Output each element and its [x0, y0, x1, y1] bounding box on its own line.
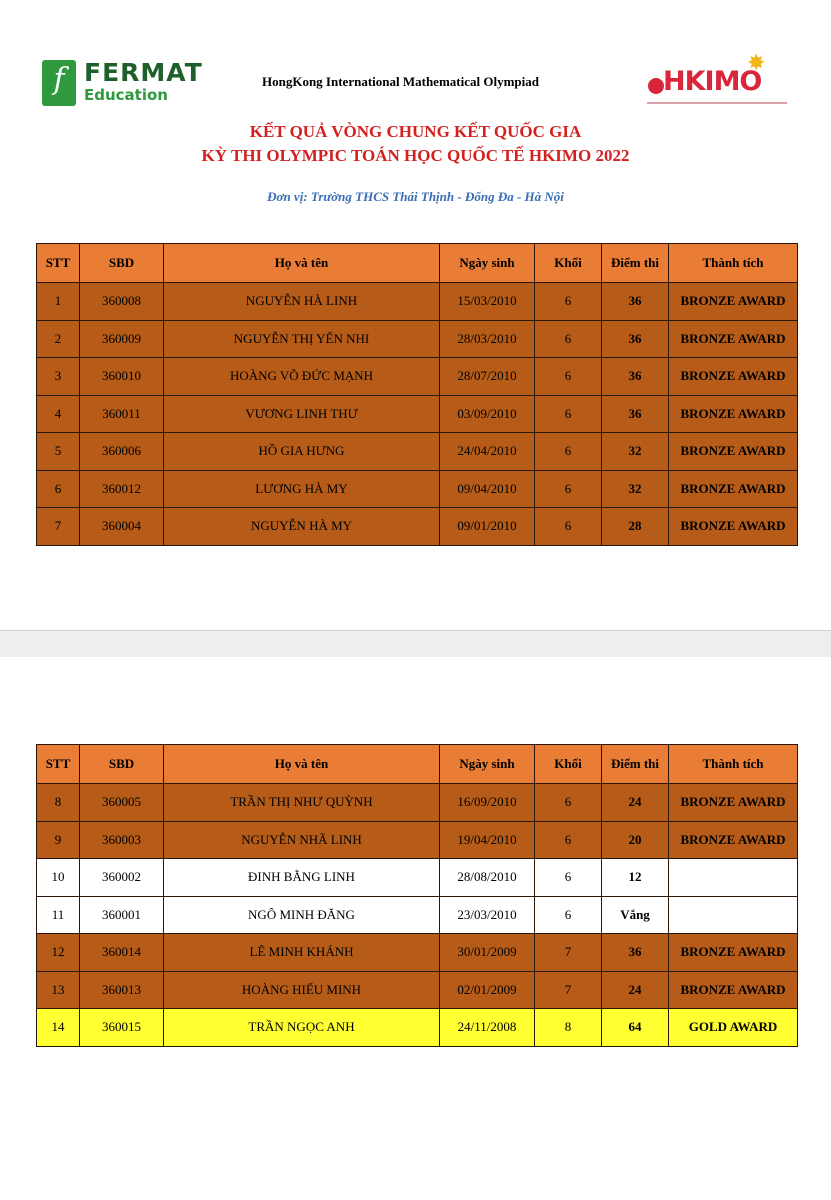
- cell-grade: 6: [535, 784, 602, 822]
- cell-name: NGUYỄN HÀ LINH: [164, 283, 440, 321]
- cell-dob: 30/01/2009: [440, 934, 535, 972]
- page-separator: [0, 630, 831, 658]
- cell-sbd: 360012: [80, 470, 164, 508]
- cell-award: BRONZE AWARD: [669, 971, 798, 1009]
- cell-grade: 6: [535, 358, 602, 396]
- page-2: [0, 657, 831, 1200]
- results-table-1: [36, 243, 798, 546]
- cell-name: VƯƠNG LINH THƯ: [164, 395, 440, 433]
- cell-dob: 28/03/2010: [440, 320, 535, 358]
- col-grade: Khối: [535, 244, 602, 283]
- cell-score: 12: [602, 859, 669, 897]
- table-row: [37, 971, 798, 1009]
- results-table-2: [36, 744, 798, 1047]
- cell-name: ĐINH BẰNG LINH: [164, 859, 440, 897]
- cell-name: NGÔ MINH ĐĂNG: [164, 896, 440, 934]
- cell-grade: 6: [535, 395, 602, 433]
- cell-score: 20: [602, 821, 669, 859]
- cell-dob: 15/03/2010: [440, 283, 535, 321]
- cell-stt: 2: [37, 320, 80, 358]
- cell-award: BRONZE AWARD: [669, 784, 798, 822]
- cell-name: NGUYỄN HÀ MY: [164, 508, 440, 546]
- cell-grade: 6: [535, 433, 602, 471]
- cell-sbd: 360001: [80, 896, 164, 934]
- col-name: Họ và tên: [164, 745, 440, 784]
- cell-award: BRONZE AWARD: [669, 395, 798, 433]
- table-row: [37, 433, 798, 471]
- hkimo-logo: [643, 50, 793, 110]
- cell-award: BRONZE AWARD: [669, 433, 798, 471]
- hkimo-wordmark: HKIMO: [663, 66, 762, 97]
- cell-sbd: 360015: [80, 1009, 164, 1047]
- cell-sbd: 360009: [80, 320, 164, 358]
- cell-grade: 6: [535, 896, 602, 934]
- cell-award: BRONZE AWARD: [669, 358, 798, 396]
- cell-score: 28: [602, 508, 669, 546]
- cell-stt: 6: [37, 470, 80, 508]
- cell-stt: 8: [37, 784, 80, 822]
- col-name: Họ và tên: [164, 244, 440, 283]
- cell-score: Vắng: [602, 896, 669, 934]
- cell-sbd: 360010: [80, 358, 164, 396]
- cell-stt: 12: [37, 934, 80, 972]
- cell-name: TRẦN NGỌC ANH: [164, 1009, 440, 1047]
- table-header-row: [37, 244, 798, 283]
- table-row: [37, 1009, 798, 1047]
- cell-sbd: 360005: [80, 784, 164, 822]
- col-dob: Ngày sinh: [440, 244, 535, 283]
- cell-stt: 10: [37, 859, 80, 897]
- col-stt: STT: [37, 745, 80, 784]
- table-row: [37, 320, 798, 358]
- table-row: [37, 784, 798, 822]
- cell-award: BRONZE AWARD: [669, 320, 798, 358]
- col-grade: Khối: [535, 745, 602, 784]
- cell-stt: 5: [37, 433, 80, 471]
- cell-sbd: 360011: [80, 395, 164, 433]
- col-score: Điểm thi: [602, 745, 669, 784]
- cell-score: 36: [602, 320, 669, 358]
- cell-stt: 4: [37, 395, 80, 433]
- table-row: [37, 395, 798, 433]
- cell-dob: 03/09/2010: [440, 395, 535, 433]
- cell-name: LƯƠNG HÀ MY: [164, 470, 440, 508]
- table-row: [37, 283, 798, 321]
- cell-score: 36: [602, 358, 669, 396]
- cell-dob: 09/04/2010: [440, 470, 535, 508]
- cell-award: BRONZE AWARD: [669, 283, 798, 321]
- table-row: [37, 470, 798, 508]
- cell-score: 24: [602, 784, 669, 822]
- cell-grade: 7: [535, 934, 602, 972]
- col-award: Thành tích: [669, 745, 798, 784]
- cell-dob: 24/11/2008: [440, 1009, 535, 1047]
- table-row: [37, 859, 798, 897]
- cell-sbd: 360002: [80, 859, 164, 897]
- cell-grade: 6: [535, 283, 602, 321]
- cell-score: 24: [602, 971, 669, 1009]
- fermat-name: FERMAT: [84, 58, 203, 87]
- table-header-row: [37, 745, 798, 784]
- col-award: Thành tích: [669, 244, 798, 283]
- hkimo-star-icon: ✸: [747, 50, 766, 75]
- cell-grade: 6: [535, 470, 602, 508]
- fermat-logo: [42, 58, 212, 110]
- cell-dob: 23/03/2010: [440, 896, 535, 934]
- cell-grade: 6: [535, 320, 602, 358]
- cell-name: TRẦN THỊ NHƯ QUỲNH: [164, 784, 440, 822]
- cell-name: HOÀNG VÕ ĐỨC MẠNH: [164, 358, 440, 396]
- cell-grade: 8: [535, 1009, 602, 1047]
- cell-grade: 6: [535, 859, 602, 897]
- hkimo-tagline-bar: [647, 102, 787, 104]
- table-row: [37, 358, 798, 396]
- cell-award: BRONZE AWARD: [669, 470, 798, 508]
- cell-dob: 16/09/2010: [440, 784, 535, 822]
- cell-stt: 14: [37, 1009, 80, 1047]
- cell-score: 32: [602, 433, 669, 471]
- col-sbd: SBD: [80, 244, 164, 283]
- cell-sbd: 360004: [80, 508, 164, 546]
- cell-dob: 28/08/2010: [440, 859, 535, 897]
- col-stt: STT: [37, 244, 80, 283]
- fermat-book-icon: f: [42, 60, 76, 106]
- table-row: [37, 934, 798, 972]
- cell-award: BRONZE AWARD: [669, 934, 798, 972]
- cell-award: BRONZE AWARD: [669, 821, 798, 859]
- cell-sbd: 360013: [80, 971, 164, 1009]
- cell-score: 64: [602, 1009, 669, 1047]
- cell-sbd: 360014: [80, 934, 164, 972]
- cell-dob: 19/04/2010: [440, 821, 535, 859]
- cell-stt: 11: [37, 896, 80, 934]
- cell-name: NGUYỄN NHÃ LINH: [164, 821, 440, 859]
- cell-sbd: 360003: [80, 821, 164, 859]
- cell-name: HỒ GIA HƯNG: [164, 433, 440, 471]
- table-row: [37, 821, 798, 859]
- unit-line: Đơn vị: Trường THCS Thái Thịnh - Đống Đa - Hà Nội: [267, 189, 564, 204]
- cell-name: HOÀNG HIẾU MINH: [164, 971, 440, 1009]
- hkimo-ball-icon: [648, 78, 664, 94]
- cell-stt: 9: [37, 821, 80, 859]
- cell-name: NGUYỄN THỊ YẾN NHI: [164, 320, 440, 358]
- cell-score: 36: [602, 395, 669, 433]
- table-row: [37, 896, 798, 934]
- cell-grade: 6: [535, 508, 602, 546]
- cell-dob: 28/07/2010: [440, 358, 535, 396]
- cell-dob: 02/01/2009: [440, 971, 535, 1009]
- cell-stt: 1: [37, 283, 80, 321]
- cell-stt: 3: [37, 358, 80, 396]
- col-sbd: SBD: [80, 745, 164, 784]
- col-score: Điểm thi: [602, 244, 669, 283]
- title-line-2: KỲ THI OLYMPIC TOÁN HỌC QUỐC TẾ HKIMO 2022: [201, 146, 630, 165]
- organization-name: HongKong International Mathematical Olympiad: [262, 74, 539, 89]
- fermat-sub: Education: [84, 86, 168, 104]
- cell-sbd: 360006: [80, 433, 164, 471]
- col-dob: Ngày sinh: [440, 745, 535, 784]
- cell-award: BRONZE AWARD: [669, 508, 798, 546]
- cell-grade: 7: [535, 971, 602, 1009]
- cell-sbd: 360008: [80, 283, 164, 321]
- title-line-1: KẾT QUẢ VÒNG CHUNG KẾT QUỐC GIA: [249, 122, 582, 141]
- cell-score: 36: [602, 283, 669, 321]
- cell-award: [669, 896, 798, 934]
- cell-name: LÊ MINH KHÁNH: [164, 934, 440, 972]
- cell-award: [669, 859, 798, 897]
- cell-stt: 13: [37, 971, 80, 1009]
- table-row: [37, 508, 798, 546]
- cell-award: GOLD AWARD: [669, 1009, 798, 1047]
- cell-dob: 09/01/2010: [440, 508, 535, 546]
- cell-score: 32: [602, 470, 669, 508]
- cell-dob: 24/04/2010: [440, 433, 535, 471]
- cell-stt: 7: [37, 508, 80, 546]
- cell-score: 36: [602, 934, 669, 972]
- cell-grade: 6: [535, 821, 602, 859]
